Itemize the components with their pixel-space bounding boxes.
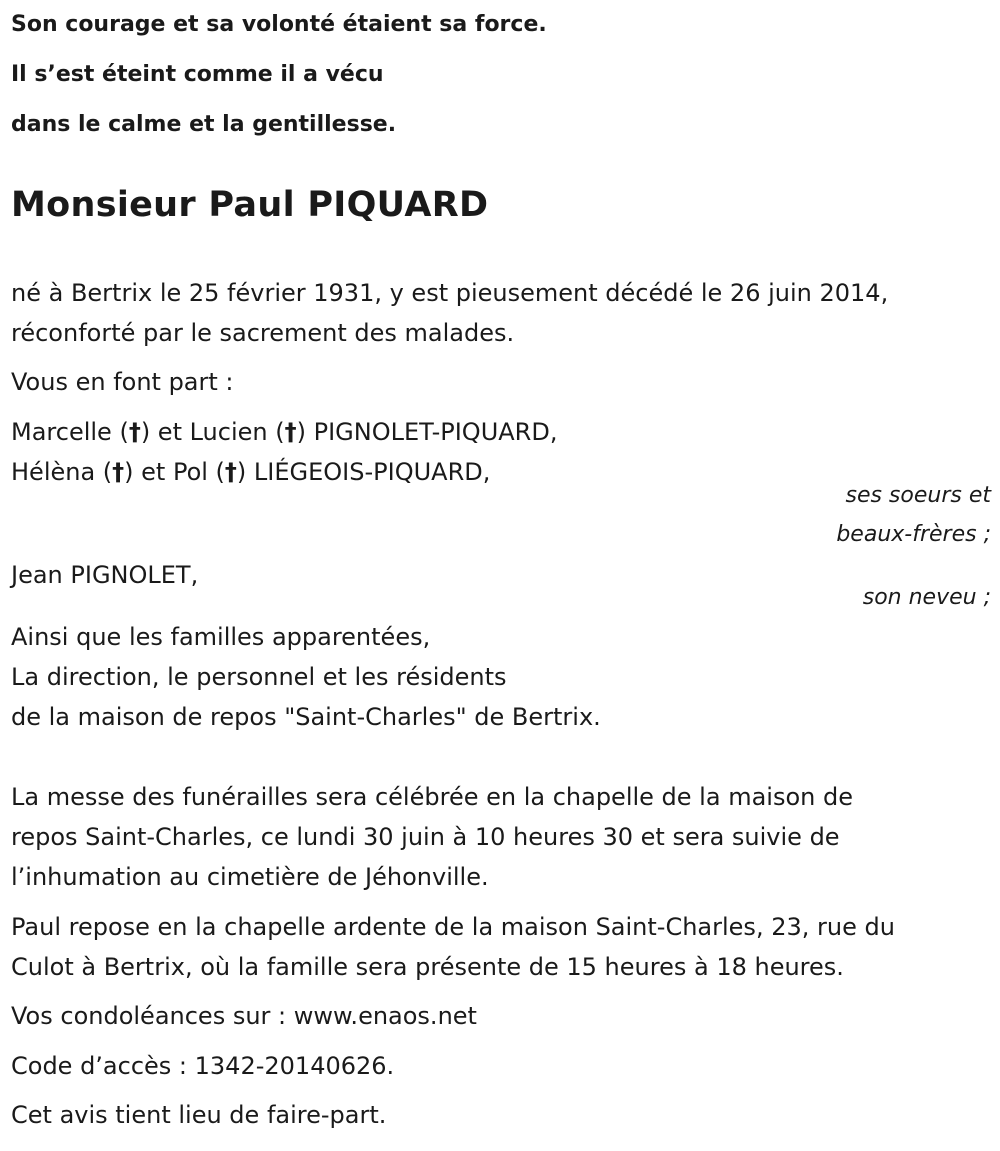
funeral-line-1: La messe des funérailles sera célébrée en la chapelle de la maison de	[11, 783, 853, 811]
others-line-1: Ainsi que les familles apparentées,	[11, 623, 431, 651]
epigraph-line-2: Il s’est éteint comme il a vécu	[11, 62, 384, 87]
sisters-role-line-2: beaux-frères ;	[836, 522, 991, 547]
epigraph	[11, 0, 991, 150]
intro-line-1: né à Bertrix le 25 février 1931, y est pieusement décédé le 26 juin 2014,	[11, 279, 889, 307]
family-name-text: ) et Lucien (	[140, 418, 285, 446]
cross-icon: †	[128, 418, 141, 446]
family-sisters-line-2	[11, 452, 991, 492]
family-name-text: ) LIÉGEOIS-PIQUARD,	[236, 458, 491, 486]
condolences-line: Vos condoléances sur : www.enaos.net	[11, 1002, 477, 1030]
family-name-text: Hélèna (	[11, 458, 113, 486]
epigraph-line-1: Son courage et sa volonté étaient sa force.	[11, 12, 547, 37]
epigraph-line-3: dans le calme et la gentillesse.	[11, 112, 397, 137]
cross-icon: †	[224, 458, 237, 486]
funeral-line-3: l’inhumation au cimetière de Jéhonville.	[11, 863, 489, 891]
deceased-name: Monsieur Paul PIQUARD	[11, 185, 489, 225]
intro-line-2: réconforté par le sacrement des malades.	[11, 319, 515, 347]
others-line-2: La direction, le personnel et les résidents	[11, 663, 507, 691]
family-name-text: ) et Pol (	[124, 458, 225, 486]
access-code-line: Code d’accès : 1342-20140626.	[11, 1052, 395, 1080]
cross-icon: †	[284, 418, 297, 446]
family-sisters-line-1	[11, 412, 991, 452]
family-name-text: ) PIGNOLET-PIQUARD,	[296, 418, 558, 446]
nephew-name: Jean PIGNOLET,	[11, 561, 199, 589]
sisters-role-line-1: ses soeurs et	[845, 483, 991, 508]
cross-icon: †	[112, 458, 125, 486]
closing-line: Cet avis tient lieu de faire-part.	[11, 1101, 387, 1129]
rest-line-1: Paul repose en la chapelle ardente de la maison Saint-Charles, 23, rue du	[11, 913, 895, 941]
others-line-3: de la maison de repos "Saint-Charles" de Bertrix.	[11, 703, 601, 731]
rest-line-2: Culot à Bertrix, où la famille sera présente de 15 heures à 18 heures.	[11, 953, 844, 981]
announcement: Vous en font part :	[11, 368, 234, 396]
family-name-text: Marcelle (	[11, 418, 129, 446]
funeral-line-2: repos Saint-Charles, ce lundi 30 juin à 10 heures 30 et sera suivie de	[11, 823, 840, 851]
nephew-role: son neveu ;	[862, 585, 991, 610]
